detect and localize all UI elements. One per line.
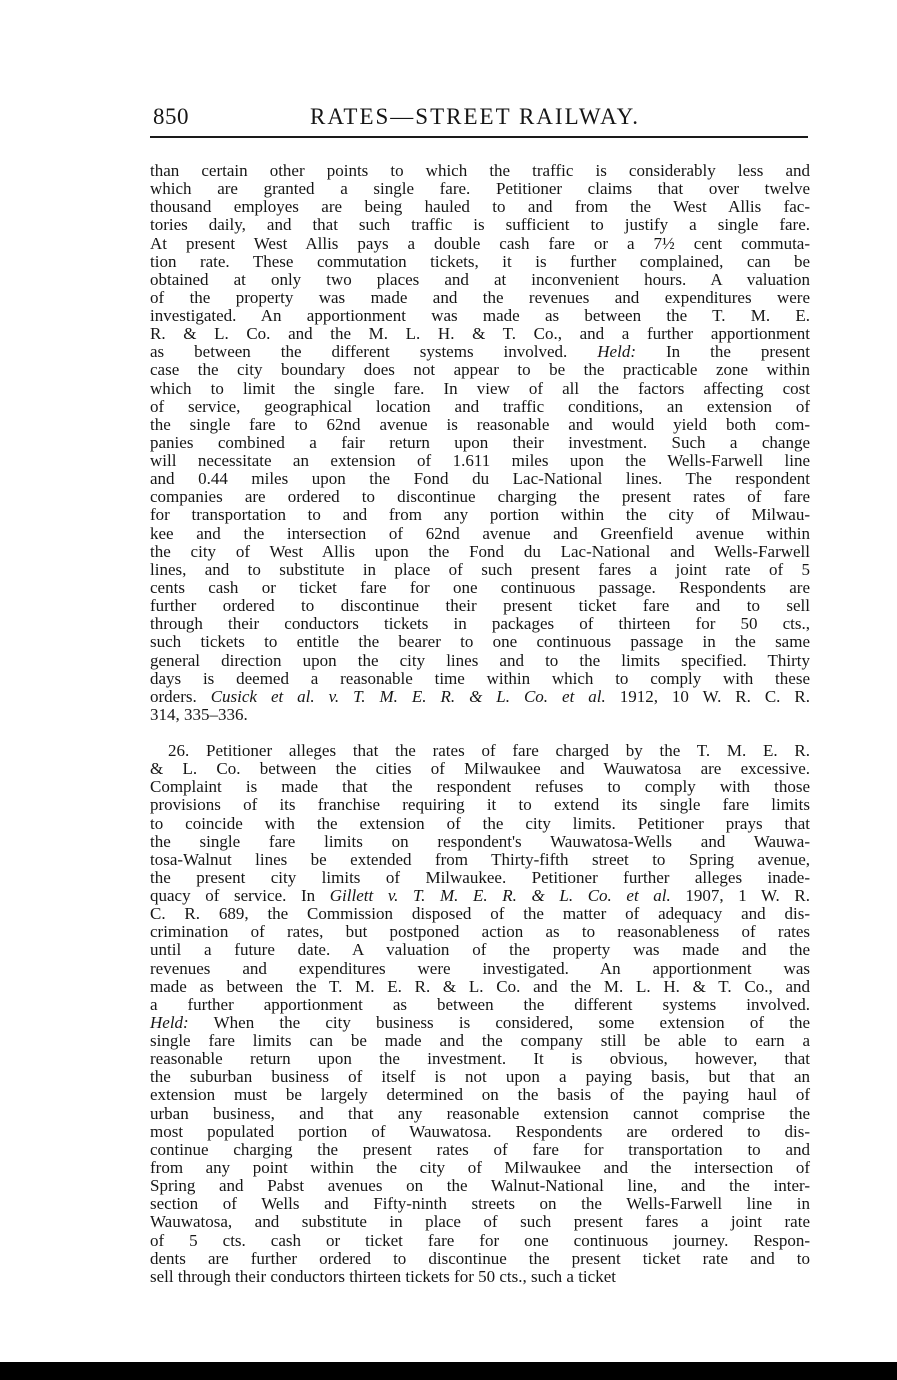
body-line: extension must be largely determined on the basis of the paying haul of bbox=[150, 1085, 810, 1105]
body-line: for transportation to and from any portion within the city of Milwau- bbox=[150, 505, 810, 525]
body-line: a further apportionment as between the different systems involved. bbox=[150, 994, 810, 1014]
body-line: tories daily, and that such traffic is sufficient to justify a single fare. bbox=[150, 215, 810, 235]
body-line: until a future date. A valuation of the property was made and the bbox=[150, 940, 810, 960]
body-line: Held: When the city business is considered, some extension of the bbox=[150, 1012, 810, 1032]
body-line: which to limit the single fare. In view of all the factors affecting cost bbox=[150, 378, 810, 398]
body-line: will necessitate an extension of 1.611 miles upon the Wells-Farwell line bbox=[150, 451, 810, 471]
body-line: dents are further ordered to discontinue the present ticket rate and to bbox=[150, 1248, 810, 1268]
body-line: single fare limits can be made and the company still be able to earn a bbox=[150, 1031, 810, 1051]
body-line: lines, and to substitute in place of such present fares a joint rate of 5 bbox=[150, 559, 810, 579]
body-line: reasonable return upon the investment. It is obvious, however, that bbox=[150, 1049, 810, 1069]
body-line: of 5 cts. cash or ticket fare for one continuous journey. Respon- bbox=[150, 1230, 810, 1250]
body-line: cents cash or ticket fare for one continuous passage. Respondents are bbox=[150, 577, 810, 597]
body-line: the present city limits of Milwaukee. Petitioner further alleges inade- bbox=[150, 867, 810, 887]
body-line: such tickets to entitle the bearer to one continuous passage in the same bbox=[150, 632, 810, 652]
header-rule bbox=[150, 136, 808, 138]
body-line: R. & L. Co. and the M. L. H. & T. Co., and a further apportionment bbox=[150, 324, 810, 344]
body-line: general direction upon the city lines and to the limits specified. Thirty bbox=[150, 650, 810, 670]
body-line: revenues and expenditures were investigated. An apportionment was bbox=[150, 958, 810, 978]
body-line: through their conductors tickets in packages of thirteen for 50 cts., bbox=[150, 614, 810, 634]
body-line: case the city boundary does not appear to be the practicable zone within bbox=[150, 360, 810, 380]
body-line: Wauwatosa, and substitute in place of such present fares a joint rate bbox=[150, 1212, 810, 1232]
running-title: RATES—STREET RAILWAY. bbox=[310, 104, 640, 129]
body-line: continue charging the present rates of fare for transportation to and bbox=[150, 1139, 810, 1159]
body-line: the single fare limits on respondent's Wauwatosa-Wells and Wauwa- bbox=[150, 831, 810, 851]
body-line: made as between the T. M. E. R. & L. Co. and the M. L. H. & T. Co., and bbox=[150, 976, 810, 996]
body-line: the city of West Allis upon the Fond du Lac-National and Wells-Farwell bbox=[150, 541, 810, 561]
body-line: days is deemed a reasonable time within which to comply with these bbox=[150, 668, 810, 688]
body-line: Complaint is made that the respondent refuses to comply with those bbox=[150, 777, 810, 797]
body-line: orders. Cusick et al. v. T. M. E. R. & L. Co. et al. 1912, 10 W. R. C. R. bbox=[150, 686, 810, 706]
body-line: urban business, and that any reasonable extension cannot comprise the bbox=[150, 1103, 810, 1123]
scan-edge-band bbox=[0, 1362, 897, 1380]
body-line: tosa-Walnut lines be extended from Thirty-fifth street to Spring avenue, bbox=[150, 849, 810, 869]
body-line: than certain other points to which the traffic is considerably less and bbox=[150, 161, 810, 180]
body-line: to coincide with the extension of the city limits. Petitioner prays that bbox=[150, 813, 810, 833]
body-line: 26. Petitioner alleges that the rates of fare charged by the T. M. E. R. bbox=[168, 741, 810, 760]
body-line: the single fare to 62nd avenue is reasonable and would yield both com- bbox=[150, 414, 810, 434]
body-line: provisions of its franchise requiring it to extend its single fare limits bbox=[150, 795, 810, 815]
body-line: tion rate. These commutation tickets, it is further complained, can be bbox=[150, 251, 810, 271]
body-line: kee and the intersection of 62nd avenue and Greenfield avenue within bbox=[150, 523, 810, 543]
body-line: from any point within the city of Milwaukee and the intersection of bbox=[150, 1157, 810, 1177]
body-line: panies combined a fair return upon their investment. Such a change bbox=[150, 432, 810, 452]
body-line: Spring and Pabst avenues on the Walnut-National line, and the inter- bbox=[150, 1176, 810, 1196]
body-line: the suburban business of itself is not upon a paying basis, but that an bbox=[150, 1067, 810, 1087]
body-line: and 0.44 miles upon the Fond du Lac-National lines. The respondent bbox=[150, 469, 810, 489]
body-line: companies are ordered to discontinue charging the present rates of fare bbox=[150, 487, 810, 507]
body-line: section of Wells and Fifty-ninth streets on the Wells-Farwell line in bbox=[150, 1194, 810, 1214]
body-line: 314, 335–336. bbox=[150, 704, 248, 724]
body-line: C. R. 689, the Commission disposed of the matter of adequacy and dis- bbox=[150, 904, 810, 924]
page-number: 850 bbox=[153, 104, 189, 129]
body-line: investigated. An apportionment was made as between the T. M. E. bbox=[150, 306, 810, 326]
body-line: crimination of rates, but postponed action as to reasonableness of rates bbox=[150, 922, 810, 942]
body-line: quacy of service. In Gillett v. T. M. E. R. & L. Co. et al. 1907, 1 W. R. bbox=[150, 886, 810, 906]
running-head bbox=[150, 104, 810, 138]
body-line: sell through their conductors thirteen tickets for 50 cts., such a ticket bbox=[150, 1266, 616, 1286]
body-line: as between the different systems involved. Held: In the present bbox=[150, 342, 810, 362]
body-line: most populated portion of Wauwatosa. Respondents are ordered to dis- bbox=[150, 1121, 810, 1141]
body-line: of the property was made and the revenues and expenditures were bbox=[150, 287, 810, 307]
body-line: obtained at only two places and at inconvenient hours. A valuation bbox=[150, 269, 810, 289]
body-line: & L. Co. between the cities of Milwaukee and Wauwatosa are excessive. bbox=[150, 759, 810, 779]
body-line: which are granted a single fare. Petitioner claims that over twelve bbox=[150, 179, 810, 199]
body-line: thousand employes are being hauled to and from the West Allis fac- bbox=[150, 197, 810, 217]
body-line: of service, geographical location and traffic conditions, an extension of bbox=[150, 396, 810, 416]
body-line: further ordered to discontinue their present ticket fare and to sell bbox=[150, 596, 810, 616]
body-line: At present West Allis pays a double cash fare or a 7½ cent commuta- bbox=[150, 233, 810, 253]
